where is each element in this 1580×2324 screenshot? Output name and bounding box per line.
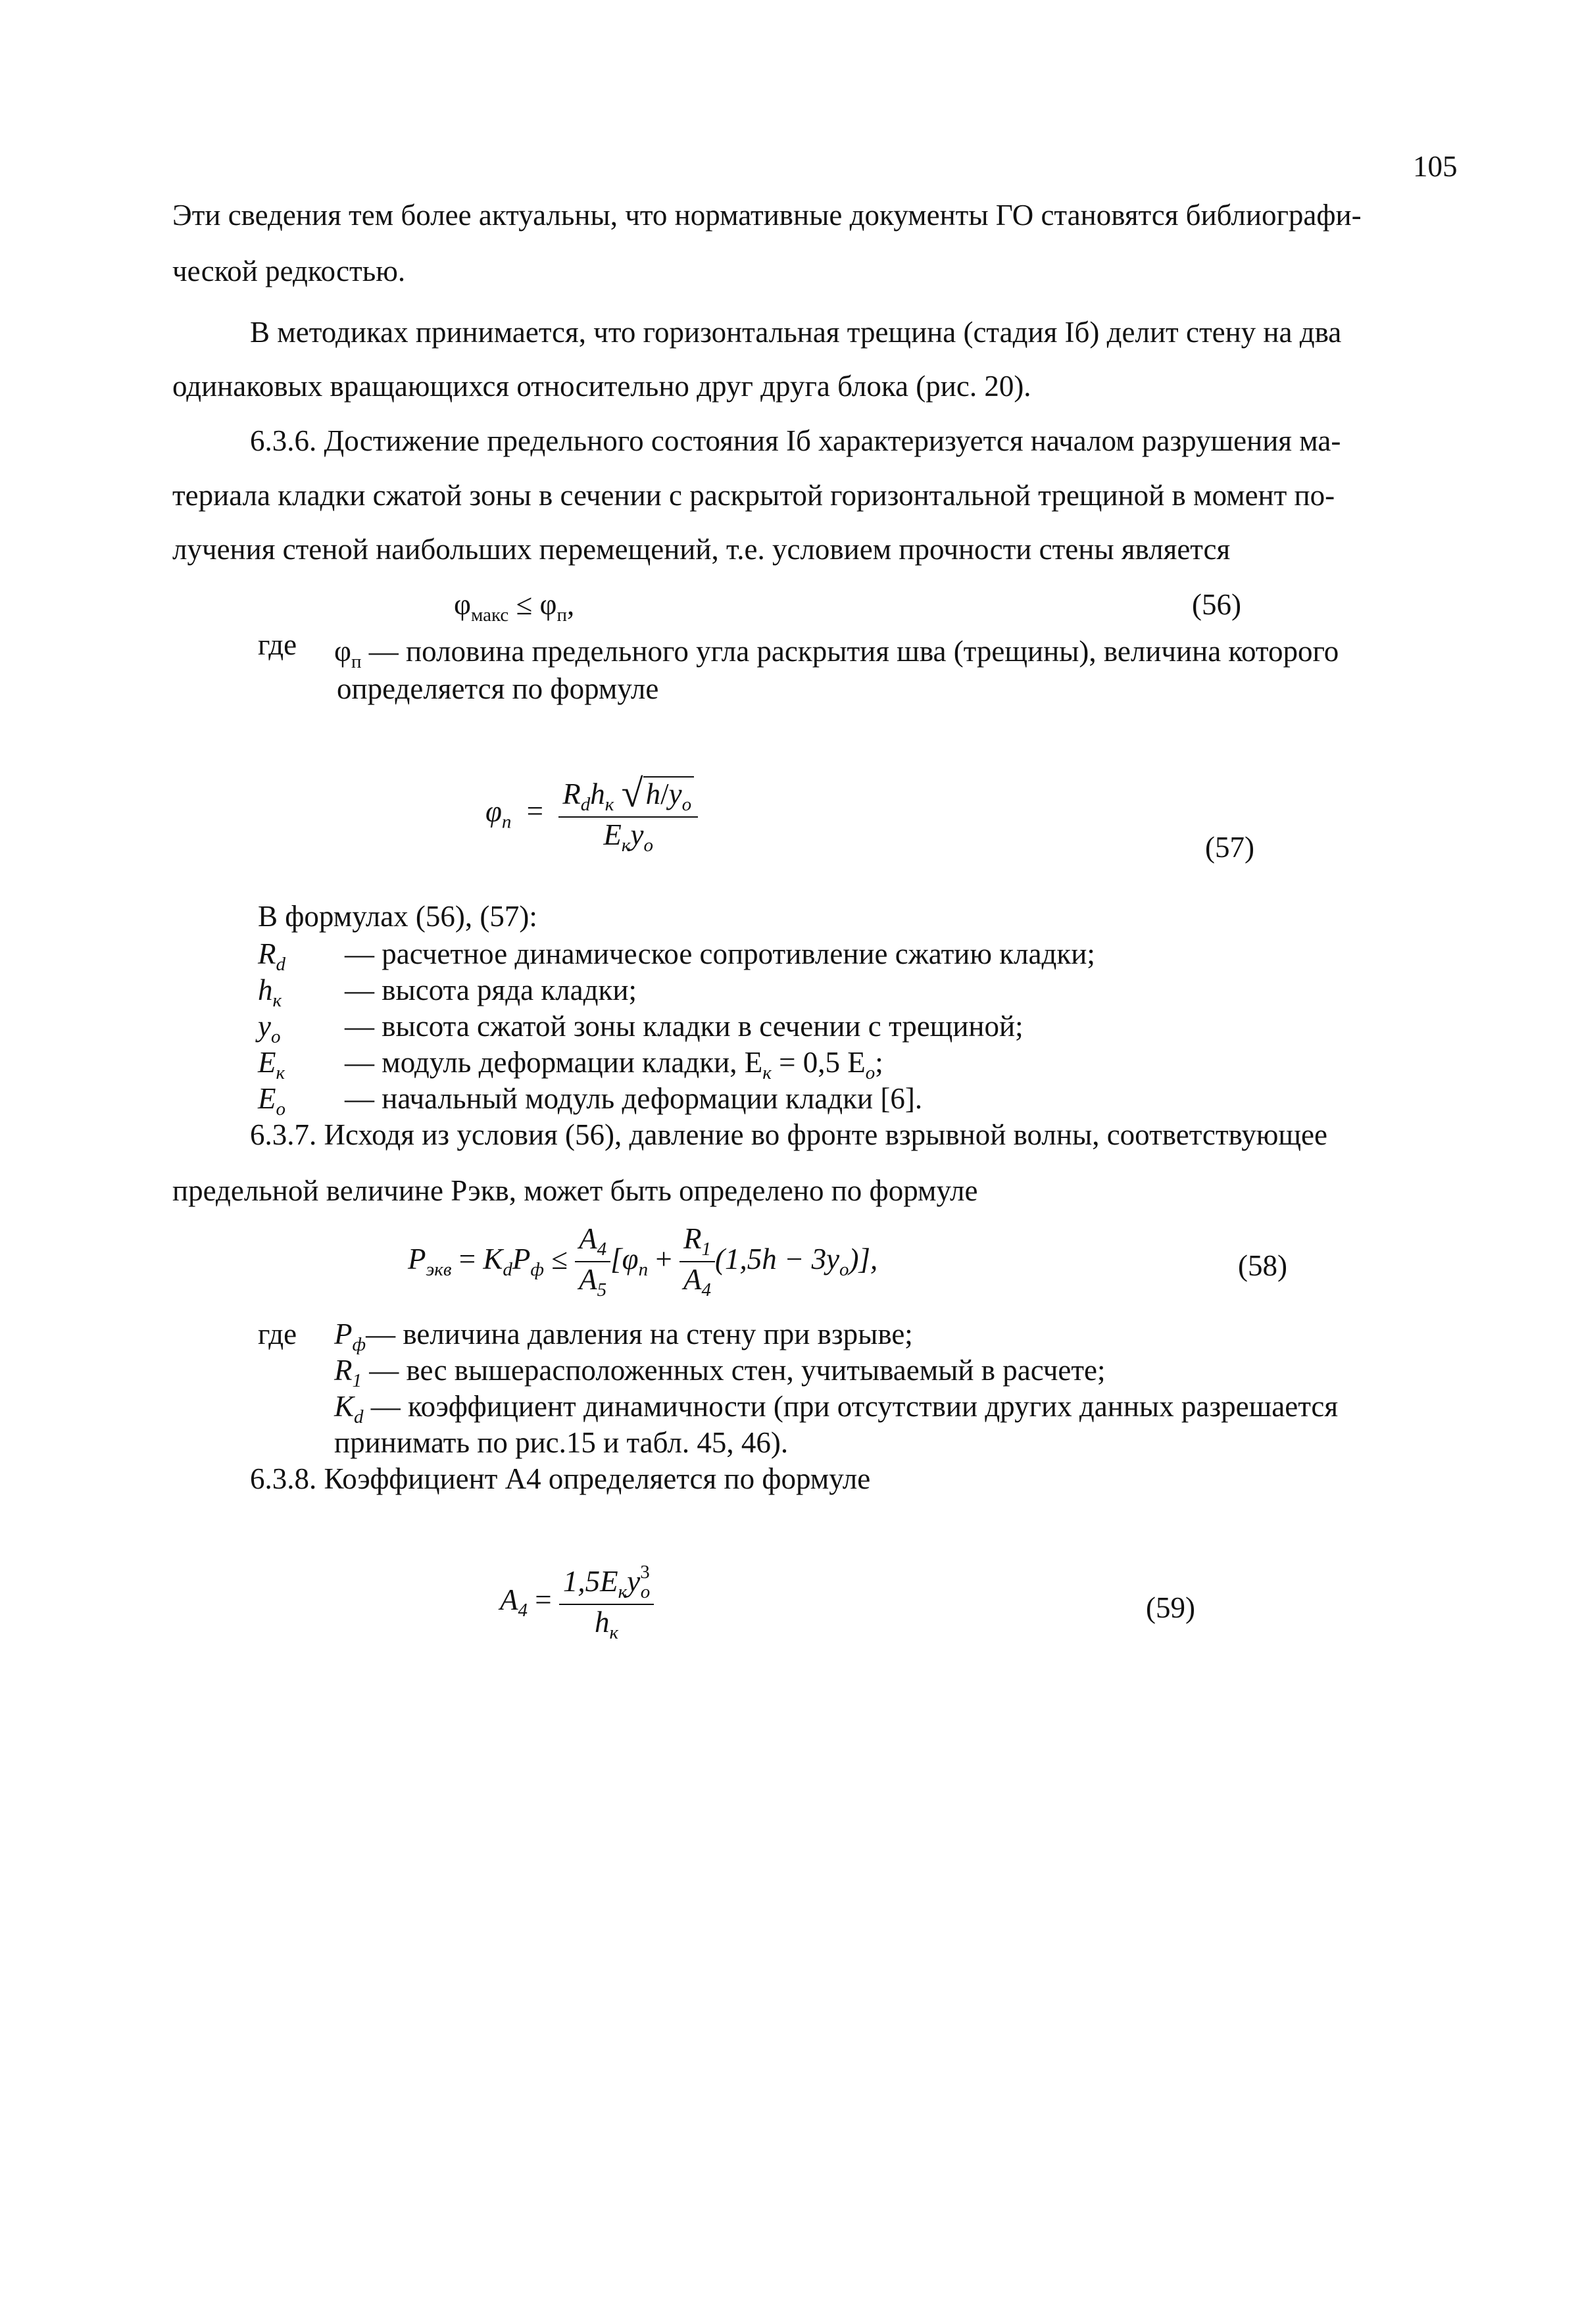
paragraph-line: 6.3.7. Исходя из условия (56), давление во фронте взрывной волны, соответствующее [250,1118,1327,1151]
definition-row: $E_o$ — начальный модуль деформации кладки [6]. [258,1082,923,1120]
equation-number: (58) [1238,1249,1287,1282]
definition-row: $y_o$ — высота сжатой зоны кладки в сечении с трещиной; [258,1010,1024,1047]
fraction: $\frac{1,5E_кy^3_o}{h_к}$ [559,1562,654,1643]
paragraph-line: Эти сведения тем более актуальны, что нормативные документы ГО становятся библиографи- [172,199,1362,232]
fraction: $\frac{R_dh_к √h/y_o}{E_кy_o}$ [558,773,698,856]
definition-row: $h_к$ — высота ряда кладки; [258,974,637,1011]
fraction: $\frac{A_4}{A_5}$ [575,1224,610,1300]
paragraph-line: 6.3.6. Достижение предельного состояния Iб характеризуется началом разрушения ма- [250,424,1341,457]
page-number: 105 [1413,150,1458,183]
equation-number: (56) [1192,588,1241,621]
where-label: где [258,1318,297,1350]
paragraph-line: териала кладки сжатой зоны в сечении с раскрытой горизонтальной трещиной в момент по- [172,479,1335,512]
equation-56: $\varphi_{макс} \le \varphi_п$, [454,588,575,626]
sqrt-sign: √ [621,772,643,815]
paragraph-line: предельной величине Рэкв, может быть определено по формуле [172,1174,978,1207]
paragraph-line: В методиках принимается, что горизонтальная трещина (стадия Iб) делит стену на два [250,316,1342,349]
equation-57: $\varphi_п$ = $\frac{R_dh_к √h/y_o}{E_кy_o}$ [485,773,698,856]
fraction: $\frac{R_1}{A_4}$ [679,1224,715,1300]
definition-continuation: принимать по рис.15 и табл. 45, 46). [334,1426,789,1459]
where-label: где [258,628,297,661]
definition-line: $\varphi_п$ — половина предельного угла раскрытия шва (трещины), величина которого [334,635,1339,672]
definition-row: $E_к$ — модуль деформации кладки, $E_к = 0,5$ $E_o$; [258,1046,883,1083]
paragraph-line: одинаковых вращающихся относительно друг друга блока (рис. 20). [172,370,1031,403]
definition-line: определяется по формуле [337,672,659,705]
equation-number: (59) [1146,1591,1195,1624]
equation-59: $A_4$ = $\frac{1,5E_кy^3_o}{h_к}$ [500,1562,654,1643]
definitions-intro: В формулах (56), (57): [258,900,537,933]
definition-row: $R_1$ — вес вышерасположенных стен, учитываемый в расчете; [334,1354,1106,1391]
radicand: $h/y_o$ [643,776,695,810]
paragraph-line: лучения стеной наибольших перемещений, т.е. условием прочности стены является [172,533,1231,566]
definition-row: $P_ф—$ величина давления на стену при взрыве; [334,1318,913,1355]
paragraph-5: 6.3.8. Коэффициент А4 определяется по формуле [250,1462,871,1495]
equation-number: (57) [1205,831,1254,864]
definition-row: $R_d$ — расчетное динамическое сопротивление сжатию кладки; [258,937,1095,975]
definition-row: $K_d$ — коэффициент динамичности (при отсутствии других данных разрешается [334,1390,1339,1427]
equation-58: $P_{экв} = K_dP_ф$ ≤ $\frac{A_4}{A_5}$ [$\varphi_п$ + $\frac{R_1}{A_4}$ $(1,5h - 3y_o)$], [408,1222,878,1301]
paragraph-line: ческой редкостью. [172,255,406,287]
